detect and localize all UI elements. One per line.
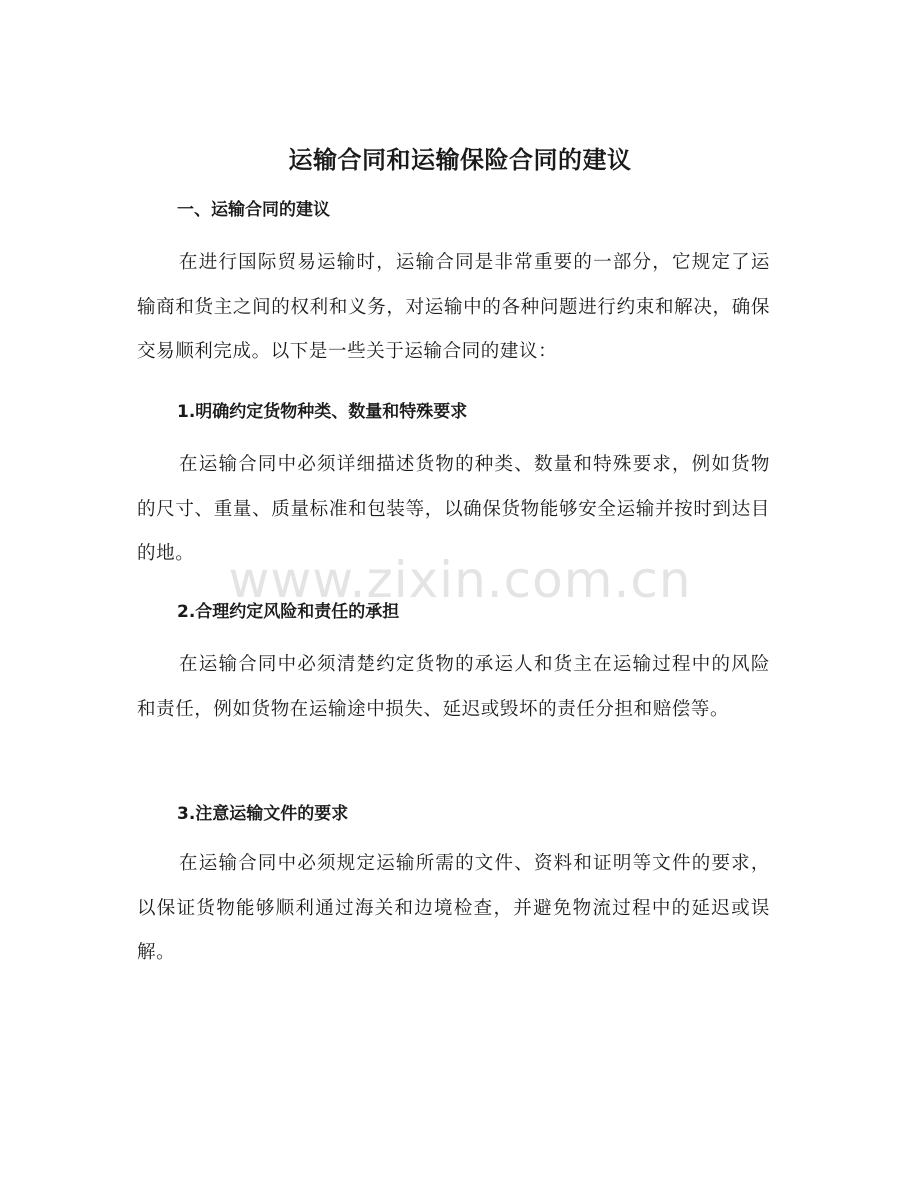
item-heading-1: 1.明确约定货物种类、数量和特殊要求 [177, 402, 468, 422]
item-body-2: 在运输合同中必须清楚约定货物的承运人和货主在运输过程中的风险和责任，例如货物在运输途中损失、延迟或毁坏的责任分担和赔偿等。 [137, 654, 770, 720]
item-body-1: 在运输合同中必须详细描述货物的种类、数量和特殊要求，例如货物的尺寸、重量、质量标准和包装等，以确保货物能够安全运输并按时到达目的地。 [137, 454, 770, 564]
item-heading-2: 2.合理约定风险和责任的承担 [177, 602, 400, 622]
intro-paragraph: 在进行国际贸易运输时，运输合同是非常重要的一部分，它规定了运输商和货主之间的权利和义务，对运输中的各种问题进行约束和解决，确保交易顺利完成。以下是一些关于运输合同的建议： [137, 252, 770, 362]
item-heading-3: 3.注意运输文件的要求 [177, 804, 349, 824]
item-body-3: 在运输合同中必须规定运输所需的文件、资料和证明等文件的要求，以保证货物能够顺利通过海关和边境检查，并避免物流过程中的延迟或误解。 [137, 853, 770, 963]
section-heading-1: 一、运输合同的建议 [177, 200, 330, 220]
document-title: 运输合同和运输保险合同的建议 [288, 146, 632, 174]
watermark: www.zixin.com.cn [228, 551, 692, 609]
